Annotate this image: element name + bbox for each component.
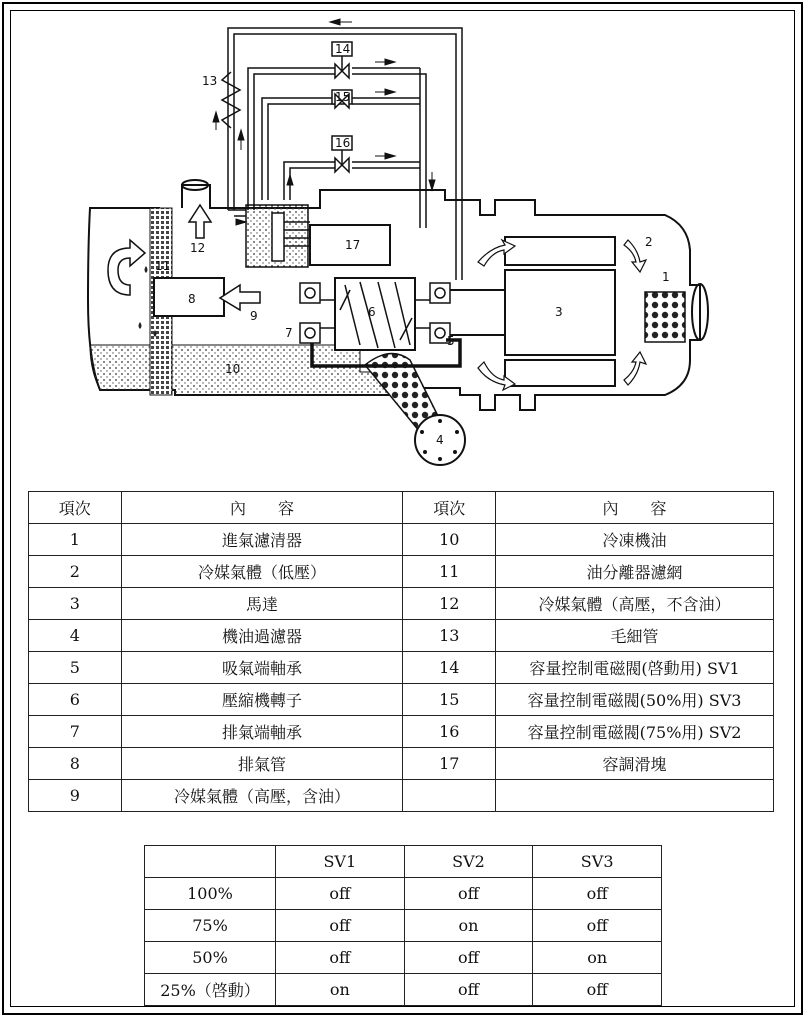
- table-row: [145, 878, 662, 910]
- compressor-diagram: [0, 0, 807, 480]
- header-item-no: 項次: [403, 492, 496, 524]
- label-16: 16: [335, 136, 351, 150]
- table-cell: 13: [403, 620, 496, 652]
- solenoid-valves: [332, 42, 352, 172]
- table-cell: off: [276, 942, 405, 974]
- table-row: [29, 588, 774, 620]
- table-cell: 15: [403, 684, 496, 716]
- table-cell: 3: [29, 588, 122, 620]
- table-cell: 7: [29, 716, 122, 748]
- table-cell: off: [533, 974, 662, 1006]
- table-cell: 吸氣端軸承: [121, 652, 403, 684]
- table-row: [145, 974, 662, 1006]
- header-item-no: 項次: [29, 492, 122, 524]
- table-cell: on: [533, 942, 662, 974]
- label-8: 8: [188, 292, 196, 306]
- table-cell: 容量控制電磁閥(啓動用) SV1: [496, 652, 774, 684]
- table-cell: 毛細管: [496, 620, 774, 652]
- table-cell: 25%（啓動）: [145, 974, 276, 1006]
- table-cell: off: [276, 878, 405, 910]
- table-row: [29, 556, 774, 588]
- table-cell: 壓縮機轉子: [121, 684, 403, 716]
- parts-table-header: [29, 492, 774, 524]
- label-5: 5: [447, 334, 455, 348]
- table-cell: off: [404, 878, 533, 910]
- table-cell: 75%: [145, 910, 276, 942]
- table-cell: 容調滑塊: [496, 748, 774, 780]
- table-cell: 排氣管: [121, 748, 403, 780]
- table-cell: 14: [403, 652, 496, 684]
- label-3: 3: [555, 305, 563, 319]
- header-sv3: SV3: [533, 846, 662, 878]
- label-4: 4: [436, 433, 444, 447]
- table-row: [29, 652, 774, 684]
- table-cell: 1: [29, 524, 122, 556]
- table-cell: 50%: [145, 942, 276, 974]
- table-cell: off: [533, 910, 662, 942]
- label-9: 9: [250, 309, 258, 323]
- gas-flow-arrow-icon: [108, 240, 145, 295]
- table-cell: 6: [29, 684, 122, 716]
- label-10: 10: [225, 362, 241, 376]
- table-cell: 冷凍機油: [496, 524, 774, 556]
- capillary-tube: [222, 72, 240, 128]
- table-cell: [496, 780, 774, 812]
- label-12: 12: [190, 241, 206, 255]
- table-cell: 容量控制電磁閥(50%用) SV3: [496, 684, 774, 716]
- table-cell: 排氣端軸承: [121, 716, 403, 748]
- table-row: [145, 942, 662, 974]
- header-content: 內 容: [496, 492, 774, 524]
- discharge-tube: [154, 278, 260, 316]
- parts-table: [28, 491, 774, 812]
- oil-bath: [90, 345, 395, 395]
- table-row: [29, 716, 774, 748]
- oil-filter: [365, 354, 465, 465]
- table-cell: off: [276, 910, 405, 942]
- table-cell: 10: [403, 524, 496, 556]
- inlet-filter: [645, 292, 685, 342]
- label-7: 7: [285, 326, 293, 340]
- table-cell: 17: [403, 748, 496, 780]
- table-cell: 機油過濾器: [121, 620, 403, 652]
- table-cell: 100%: [145, 878, 276, 910]
- table-cell: 進氣濾清器: [121, 524, 403, 556]
- up-arrow-icon: [189, 205, 211, 238]
- header-content: 內 容: [121, 492, 403, 524]
- label-17: 17: [345, 238, 361, 252]
- table-cell: 冷媒氣體（低壓）: [121, 556, 403, 588]
- table-row: [29, 684, 774, 716]
- table-cell: 2: [29, 556, 122, 588]
- table-cell: 9: [29, 780, 122, 812]
- sv-table-header: [145, 846, 662, 878]
- label-13: 13: [202, 74, 218, 88]
- table-cell: 4: [29, 620, 122, 652]
- table-cell: on: [276, 974, 405, 1006]
- header-sv1: SV1: [276, 846, 405, 878]
- table-row: [29, 748, 774, 780]
- label-15: 15: [335, 90, 351, 104]
- table-cell: 冷媒氣體（高壓，含油）: [121, 780, 403, 812]
- table-cell: 容量控制電磁閥(75%用) SV2: [496, 716, 774, 748]
- table-row: [29, 780, 774, 812]
- table-cell: on: [404, 910, 533, 942]
- label-11: 11: [155, 259, 171, 273]
- table-cell: 12: [403, 588, 496, 620]
- header-sv2: SV2: [404, 846, 533, 878]
- table-cell: off: [404, 974, 533, 1006]
- solenoid-state-table: [144, 845, 662, 1006]
- table-cell: off: [404, 942, 533, 974]
- table-cell: 油分離器濾網: [496, 556, 774, 588]
- label-6: 6: [368, 305, 376, 319]
- table-row: [29, 524, 774, 556]
- table-cell: 馬達: [121, 588, 403, 620]
- header-capacity: [145, 846, 276, 878]
- table-cell: 11: [403, 556, 496, 588]
- table-row: [29, 620, 774, 652]
- table-row: [145, 910, 662, 942]
- flow-direction-arrows: [213, 19, 435, 225]
- motor-shaft: [450, 290, 505, 335]
- table-cell: 5: [29, 652, 122, 684]
- table-cell: off: [533, 878, 662, 910]
- table-cell: [403, 780, 496, 812]
- label-2: 2: [645, 235, 653, 249]
- table-cell: 16: [403, 716, 496, 748]
- label-1: 1: [662, 270, 670, 284]
- table-cell: 冷媒氣體（高壓，不含油）: [496, 588, 774, 620]
- table-cell: 8: [29, 748, 122, 780]
- label-14: 14: [335, 42, 351, 56]
